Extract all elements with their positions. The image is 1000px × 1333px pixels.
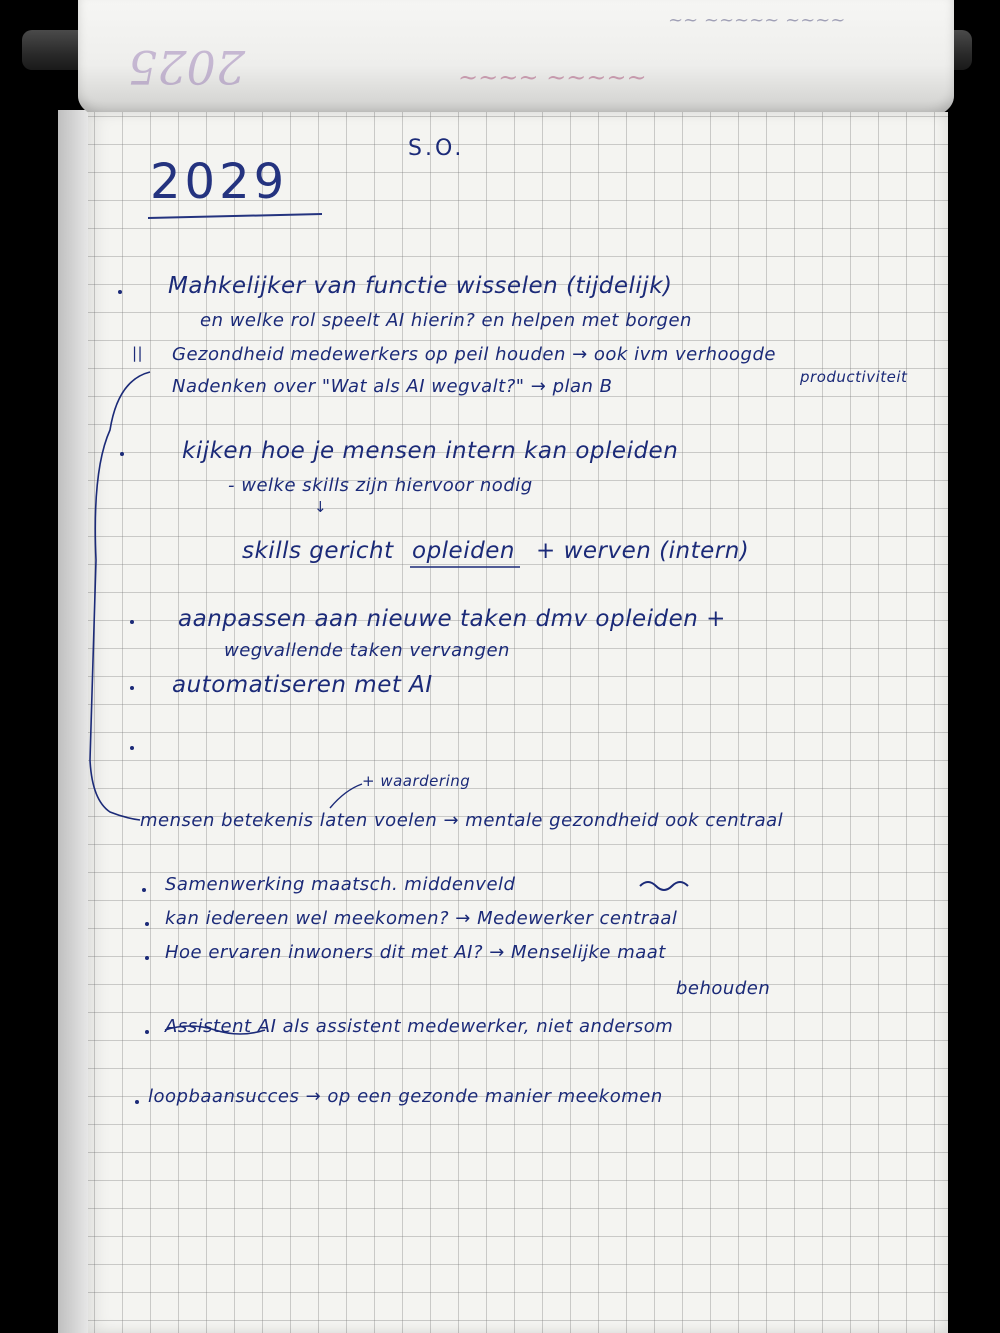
- bullet: [120, 452, 124, 456]
- note-line: loopbaansucces → op een gezonde manier meekomen: [148, 1086, 663, 1107]
- bullet: [145, 1030, 149, 1034]
- note-line: aanpassen aan nieuwe taken dmv opleiden +: [178, 606, 726, 632]
- note-line: Samenwerking maatsch. middenveld: [165, 874, 516, 895]
- bullet: [145, 956, 149, 960]
- note-line: Assistent AI als assistent medewerker, niet andersom: [165, 1016, 674, 1037]
- note-line: skills gericht: [242, 538, 394, 564]
- note-line-underlined: opleiden: [412, 538, 515, 564]
- note-line: Mahkelijker van functie wisselen (tijdelijk): [168, 273, 673, 299]
- bullet: [135, 1100, 139, 1104]
- note-line: en welke rol speelt AI hierin? en helpen met borgen: [200, 310, 692, 331]
- note-line: behouden: [676, 978, 771, 999]
- note-line: - welke skills zijn hiervoor nodig: [228, 475, 533, 496]
- initials: S.O.: [408, 136, 465, 161]
- note-line: mensen betekenis laten voelen → mentale gezondheid ook centraal: [140, 810, 784, 831]
- note-line: + werven (intern): [536, 538, 750, 564]
- whiteboard-edge: [58, 110, 88, 1333]
- bullet: [145, 922, 149, 926]
- double-bullet: ||: [132, 344, 144, 362]
- bleed-through-writing: 2025: [128, 40, 246, 94]
- bleed-through-writing: ~~~~~ ~~~~: [458, 64, 647, 92]
- bleed-through-writing: ~~~~ ~~~~~ ~~: [668, 10, 846, 31]
- note-line: kan iedereen wel meekomen? → Medewerker centraal: [165, 908, 678, 929]
- paper-roll: [78, 0, 954, 118]
- note-line: automatiseren met AI: [172, 672, 433, 698]
- note-line: + waardering: [362, 772, 471, 790]
- down-arrow: ↓: [314, 498, 328, 516]
- bullet: [130, 686, 134, 690]
- bullet: [118, 290, 122, 294]
- bullet: [130, 620, 134, 624]
- note-line: kijken hoe je mensen intern kan opleiden: [182, 438, 679, 464]
- note-line: Gezondheid medewerkers op peil houden → ook ivm verhoogde: [172, 344, 776, 365]
- page-title: 2029: [150, 154, 289, 210]
- note-line: productiviteit: [800, 368, 908, 386]
- note-line: Nadenken over "Wat als AI wegvalt?" → plan B: [172, 376, 613, 397]
- note-line: Hoe ervaren inwoners dit met AI? → Menselijke maat: [165, 942, 666, 963]
- bullet: [130, 746, 134, 750]
- bullet: [142, 888, 146, 892]
- note-line: wegvallende taken vervangen: [224, 640, 510, 661]
